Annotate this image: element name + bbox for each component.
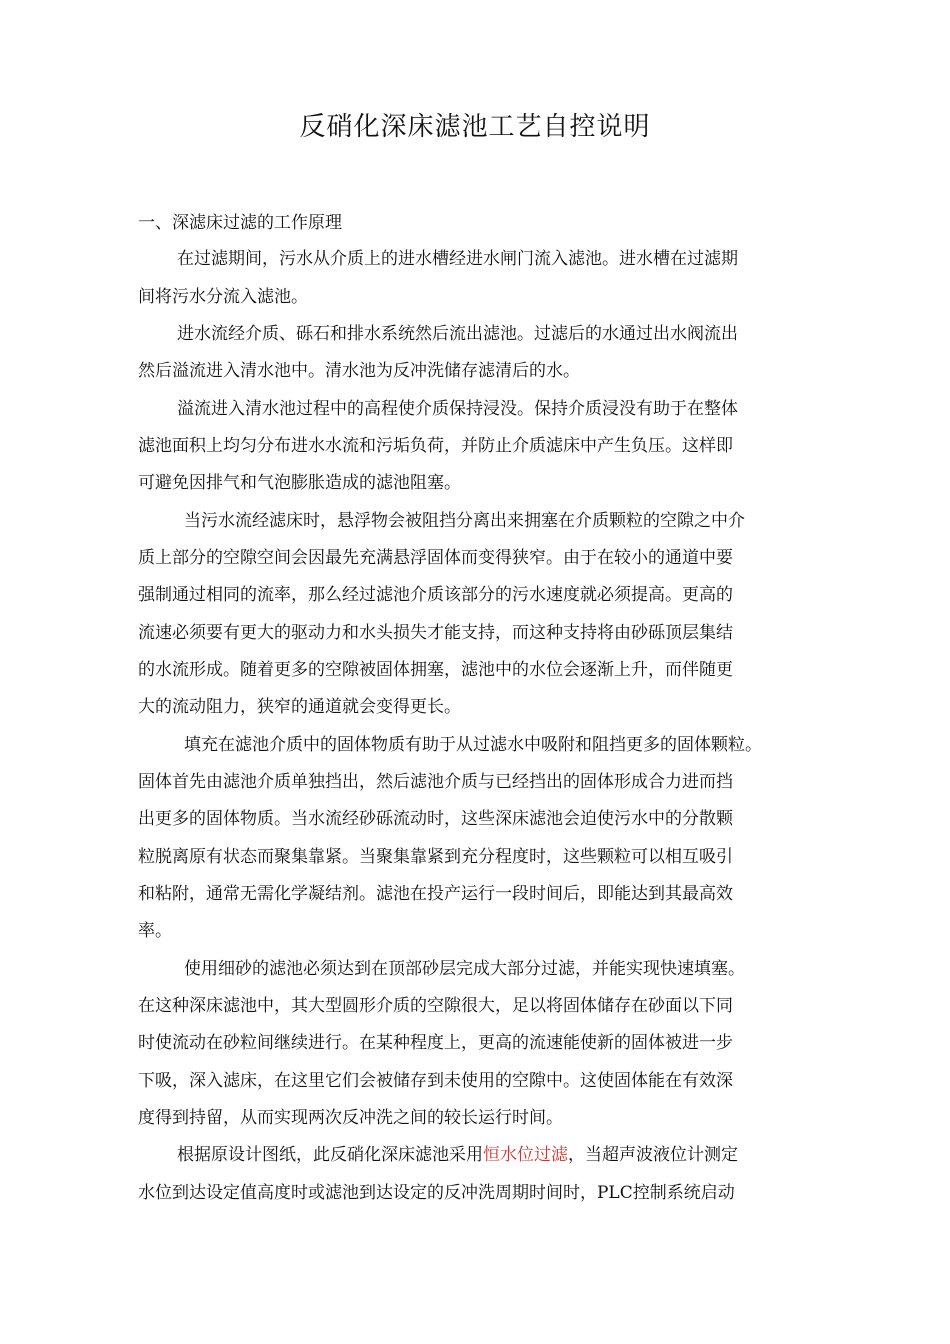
paragraph-4-line-4: 流速必须要有更大的驱动力和水头损失才能支持，而这种支持将由砂砾顶层集结 <box>138 623 733 643</box>
paragraph-1-line-1: 在过滤期间，污水从介质上的进水槽经进水闸门流入滤池。进水槽在过滤期 <box>177 249 738 269</box>
paragraph-6-line-2: 在这种深床滤池中，其大型圆形介质的空隙很大，足以将固体储存在砂面以下同 <box>138 996 733 1016</box>
paragraph-5-line-6: 率。 <box>138 921 172 941</box>
section-heading: 一、深滤床过滤的工作原理 <box>138 213 342 233</box>
paragraph-7-line-2: 水位到达设定值高度时或滤池到达设定的反冲洗周期时间时，PLC控制系统启动 <box>138 1183 735 1203</box>
paragraph-6-line-1: 使用细砂的滤池必须达到在顶部砂层完成大部分过滤，并能实现快速填塞。 <box>184 959 745 979</box>
paragraph-4-line-2: 质上部分的空隙空间会因最先充满悬浮固体而变得狭窄。由于在较小的通道中要 <box>138 548 733 568</box>
paragraph-5-line-3: 出更多的固体物质。当水流经砂砾流动时，这些深床滤池会迫使污水中的分散颗 <box>138 809 733 829</box>
paragraph-4-line-1: 当污水流经滤床时，悬浮物会被阻挡分离出来拥塞在介质颗粒的空隙之中介 <box>184 511 745 531</box>
paragraph-7-text-before: 根据原设计图纸，此反硝化深床滤池采用 <box>177 1145 483 1165</box>
paragraph-5-line-2: 固体首先由滤池介质单独挡出，然后滤池介质与已经挡出的固体形成合力进而挡 <box>138 772 733 792</box>
paragraph-2-line-1: 进水流经介质、砾石和排水系统然后流出滤池。过滤后的水通过出水阀流出 <box>177 324 738 344</box>
paragraph-5-line-4: 粒脱离原有状态而聚集靠紧。当聚集靠紧到充分程度时，这些颗粒可以相互吸引 <box>138 847 733 867</box>
paragraph-5-line-5: 和粘附，通常无需化学凝结剂。滤池在投产运行一段时间后，即能达到其最高效 <box>138 884 733 904</box>
paragraph-7-text-after: ，当超声波液位计测定 <box>568 1145 738 1165</box>
paragraph-4-line-3: 强制通过相同的流率，那么经过滤池介质该部分的污水速度就必须提高。更高的 <box>138 585 733 605</box>
paragraph-3-line-1: 溢流进入清水池过程中的高程使介质保持浸没。保持介质浸没有助于在整体 <box>177 399 738 419</box>
paragraph-4-line-6: 大的流动阻力，狭窄的通道就会变得更长。 <box>138 697 461 717</box>
paragraph-2-line-2: 然后溢流进入清水池中。清水池为反冲洗储存滤清后的水。 <box>138 361 580 381</box>
paragraph-3-line-3: 可避免因排气和气泡膨胀造成的滤池阻塞。 <box>138 473 461 493</box>
highlighted-term: 恒水位过滤 <box>483 1145 568 1165</box>
paragraph-1-line-2: 间将污水分流入滤池。 <box>138 287 308 307</box>
paragraph-5-line-1: 填充在滤池介质中的固体物质有助于从过滤水中吸附和阻挡更多的固体颗粒。 <box>184 735 762 755</box>
paragraph-7-line-1 <box>177 1140 738 1170</box>
paragraph-6-line-5: 度得到持留，从而实现两次反冲洗之间的较长运行时间。 <box>138 1108 563 1128</box>
paragraph-6-line-3: 时使流动在砂粒间继续进行。在某种程度上，更高的流速能使新的固体被进一步 <box>138 1033 733 1053</box>
document-title: 反硝化深床滤池工艺自控说明 <box>299 112 651 142</box>
paragraph-6-line-4: 下吸，深入滤床，在这里它们会被储存到未使用的空隙中。这使固体能在有效深 <box>138 1071 733 1091</box>
paragraph-3-line-2: 滤池面积上均匀分布进水水流和污垢负荷，并防止介质滤床中产生负压。这样即 <box>138 436 733 456</box>
paragraph-4-line-5: 的水流形成。随着更多的空隙被固体拥塞，滤池中的水位会逐渐上升，而伴随更 <box>138 660 733 680</box>
